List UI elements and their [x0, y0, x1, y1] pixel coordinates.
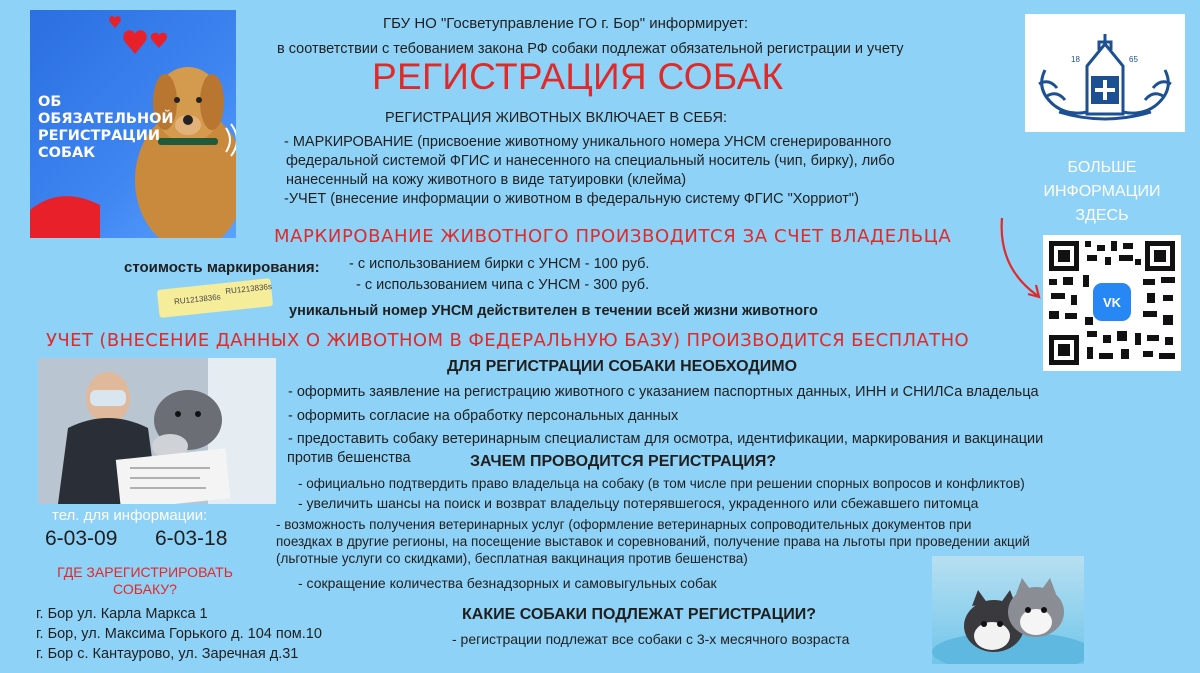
why-services — [276, 516, 1030, 567]
page-title: РЕГИСТРАЦИЯ СОБАК — [372, 56, 784, 97]
vet-photo — [38, 358, 276, 504]
qr-code[interactable] — [1043, 235, 1181, 371]
logo-year-left: 18 — [1071, 55, 1080, 64]
chip-code: RU1213836s — [224, 282, 273, 296]
vet-emblem-icon — [1025, 14, 1185, 132]
why-item: - сокращение количества безнадзорных и самовыгульных собак — [298, 575, 717, 591]
cost-label: стоимость маркирования: — [124, 259, 320, 276]
why-item: поездках в другие регионы, на посещение выставок и соревнований, получение права на льготы при проведении акций — [276, 534, 1030, 549]
required-item: - оформить заявление на регистрацию животного с указанием паспортных данных, ИНН и СНИЛСа владельца — [288, 384, 1039, 400]
tag-label-image — [157, 278, 273, 318]
why-item: - увеличить шансы на поиск и возврат владельцу потерявшегося, украденного или сбежавшего питомца — [298, 495, 979, 511]
required-item: - предоставить собаку ветеринарным специалистам для осмотра, идентификации, маркирования и вакцинации — [288, 431, 1044, 447]
arrow-down-icon — [990, 210, 1050, 300]
address-list — [36, 604, 322, 664]
cost-option: - с использованием чипа с УНСМ - 300 руб. — [356, 277, 650, 293]
phone-number[interactable]: 6-03-09 — [45, 527, 118, 550]
address-item: г. Бор с. Кантаурово, ул. Заречная д.31 — [36, 646, 299, 662]
chip-code: RU1213836s — [173, 292, 222, 307]
vk-logo-icon: VK — [1102, 295, 1122, 310]
logo-year-right: 65 — [1129, 55, 1138, 64]
includes-line: нанесенный на кожу животного в виде татуировки (клейма) — [286, 172, 687, 188]
husky-puppies-icon — [932, 556, 1084, 664]
where-line: СОБАКУ? — [113, 581, 177, 597]
required-heading: ДЛЯ РЕГИСТРАЦИИ СОБАКИ НЕОБХОДИМО — [447, 358, 798, 375]
address-item: г. Бор, ул. Максима Горького д. 104 пом.10 — [36, 626, 322, 642]
includes-list — [284, 133, 895, 209]
promo-caption: ОБ ОБЯЗАТЕЛЬНОЙ РЕГИСТРАЦИИ СОБАК — [38, 94, 174, 161]
where-line: ГДЕ ЗАРЕГИСТРИРОВАТЬ — [57, 564, 233, 580]
why-item: - официально подтвердить право владельца на собаку (в том числе при решении спорных вопросов и конфликтов) — [298, 476, 1025, 491]
more-info-line: ИНФОРМАЦИИ — [1043, 183, 1161, 200]
more-info-label — [1030, 156, 1174, 228]
includes-line: -УЧЕТ (внесение информации о животном в федеральную систему ФГИС "Хорриот") — [284, 191, 859, 207]
why-item: (льготные услуги со скидками), бесплатная вакцинация против бешенства) — [276, 551, 748, 566]
more-info-line: БОЛЬШЕ — [1067, 159, 1137, 176]
why-heading: ЗАЧЕМ ПРОВОДИТСЯ РЕГИСТРАЦИЯ? — [470, 453, 777, 470]
cost-option: - с использованием бирки с УНСМ - 100 руб. — [349, 256, 650, 272]
why-item: - возможность получения ветеринарных услуг (оформление ветеринарных сопроводительных документов при — [276, 517, 972, 532]
qr-pattern-icon — [1043, 235, 1181, 371]
phone-number[interactable]: 6-03-18 — [155, 527, 228, 550]
required-item: - оформить согласие на обработку персональных данных — [288, 408, 679, 424]
where-heading — [30, 564, 260, 598]
unsm-validity: уникальный номер УНСМ действителен в течении всей жизни животного — [289, 303, 818, 319]
registration-free-banner: УЧЕТ (ВНЕСЕНИЕ ДАННЫХ О ЖИВОТНОМ В ФЕДЕРАЛЬНУЮ БАЗУ) ПРОИЗВОДИТСЯ БЕСПЛАТНО — [46, 330, 970, 351]
vet-with-dog-icon — [38, 358, 276, 504]
includes-heading: РЕГИСТРАЦИЯ ЖИВОТНЫХ ВКЛЮЧАЕТ В СЕБЯ: — [385, 110, 728, 126]
required-item: против бешенства — [287, 450, 411, 466]
law-line: в соответствии с тебованием закона РФ собаки подлежат обязательной регистрации и учету — [277, 41, 904, 57]
org-line: ГБУ НО "Госветуправление ГО г. Бор" информирует: — [383, 15, 749, 32]
which-heading: КАКИЕ СОБАКИ ПОДЛЕЖАТ РЕГИСТРАЦИИ? — [462, 606, 817, 623]
phone-label: тел. для информации: — [52, 507, 208, 524]
which-item: - регистрации подлежат все собаки с 3-х месячного возраста — [452, 631, 850, 647]
marking-banner: МАРКИРОВАНИЕ ЖИВОТНОГО ПРОИЗВОДИТСЯ ЗА СЧЕТ ВЛАДЕЛЬЦА — [274, 226, 952, 247]
promo-image — [30, 10, 236, 238]
address-item: г. Бор ул. Карла Маркса 1 — [36, 606, 208, 622]
includes-line: - МАРКИРОВАНИЕ (присвоение животному уникального номера УНСМ сгенерированного — [284, 134, 892, 150]
includes-line: федеральной системой ФГИС и нанесенного на специальный носитель (чип, бирку), либо — [286, 153, 895, 169]
puppy-photo — [932, 556, 1084, 664]
more-info-line: ЗДЕСЬ — [1075, 207, 1129, 224]
vet-logo — [1025, 14, 1185, 132]
